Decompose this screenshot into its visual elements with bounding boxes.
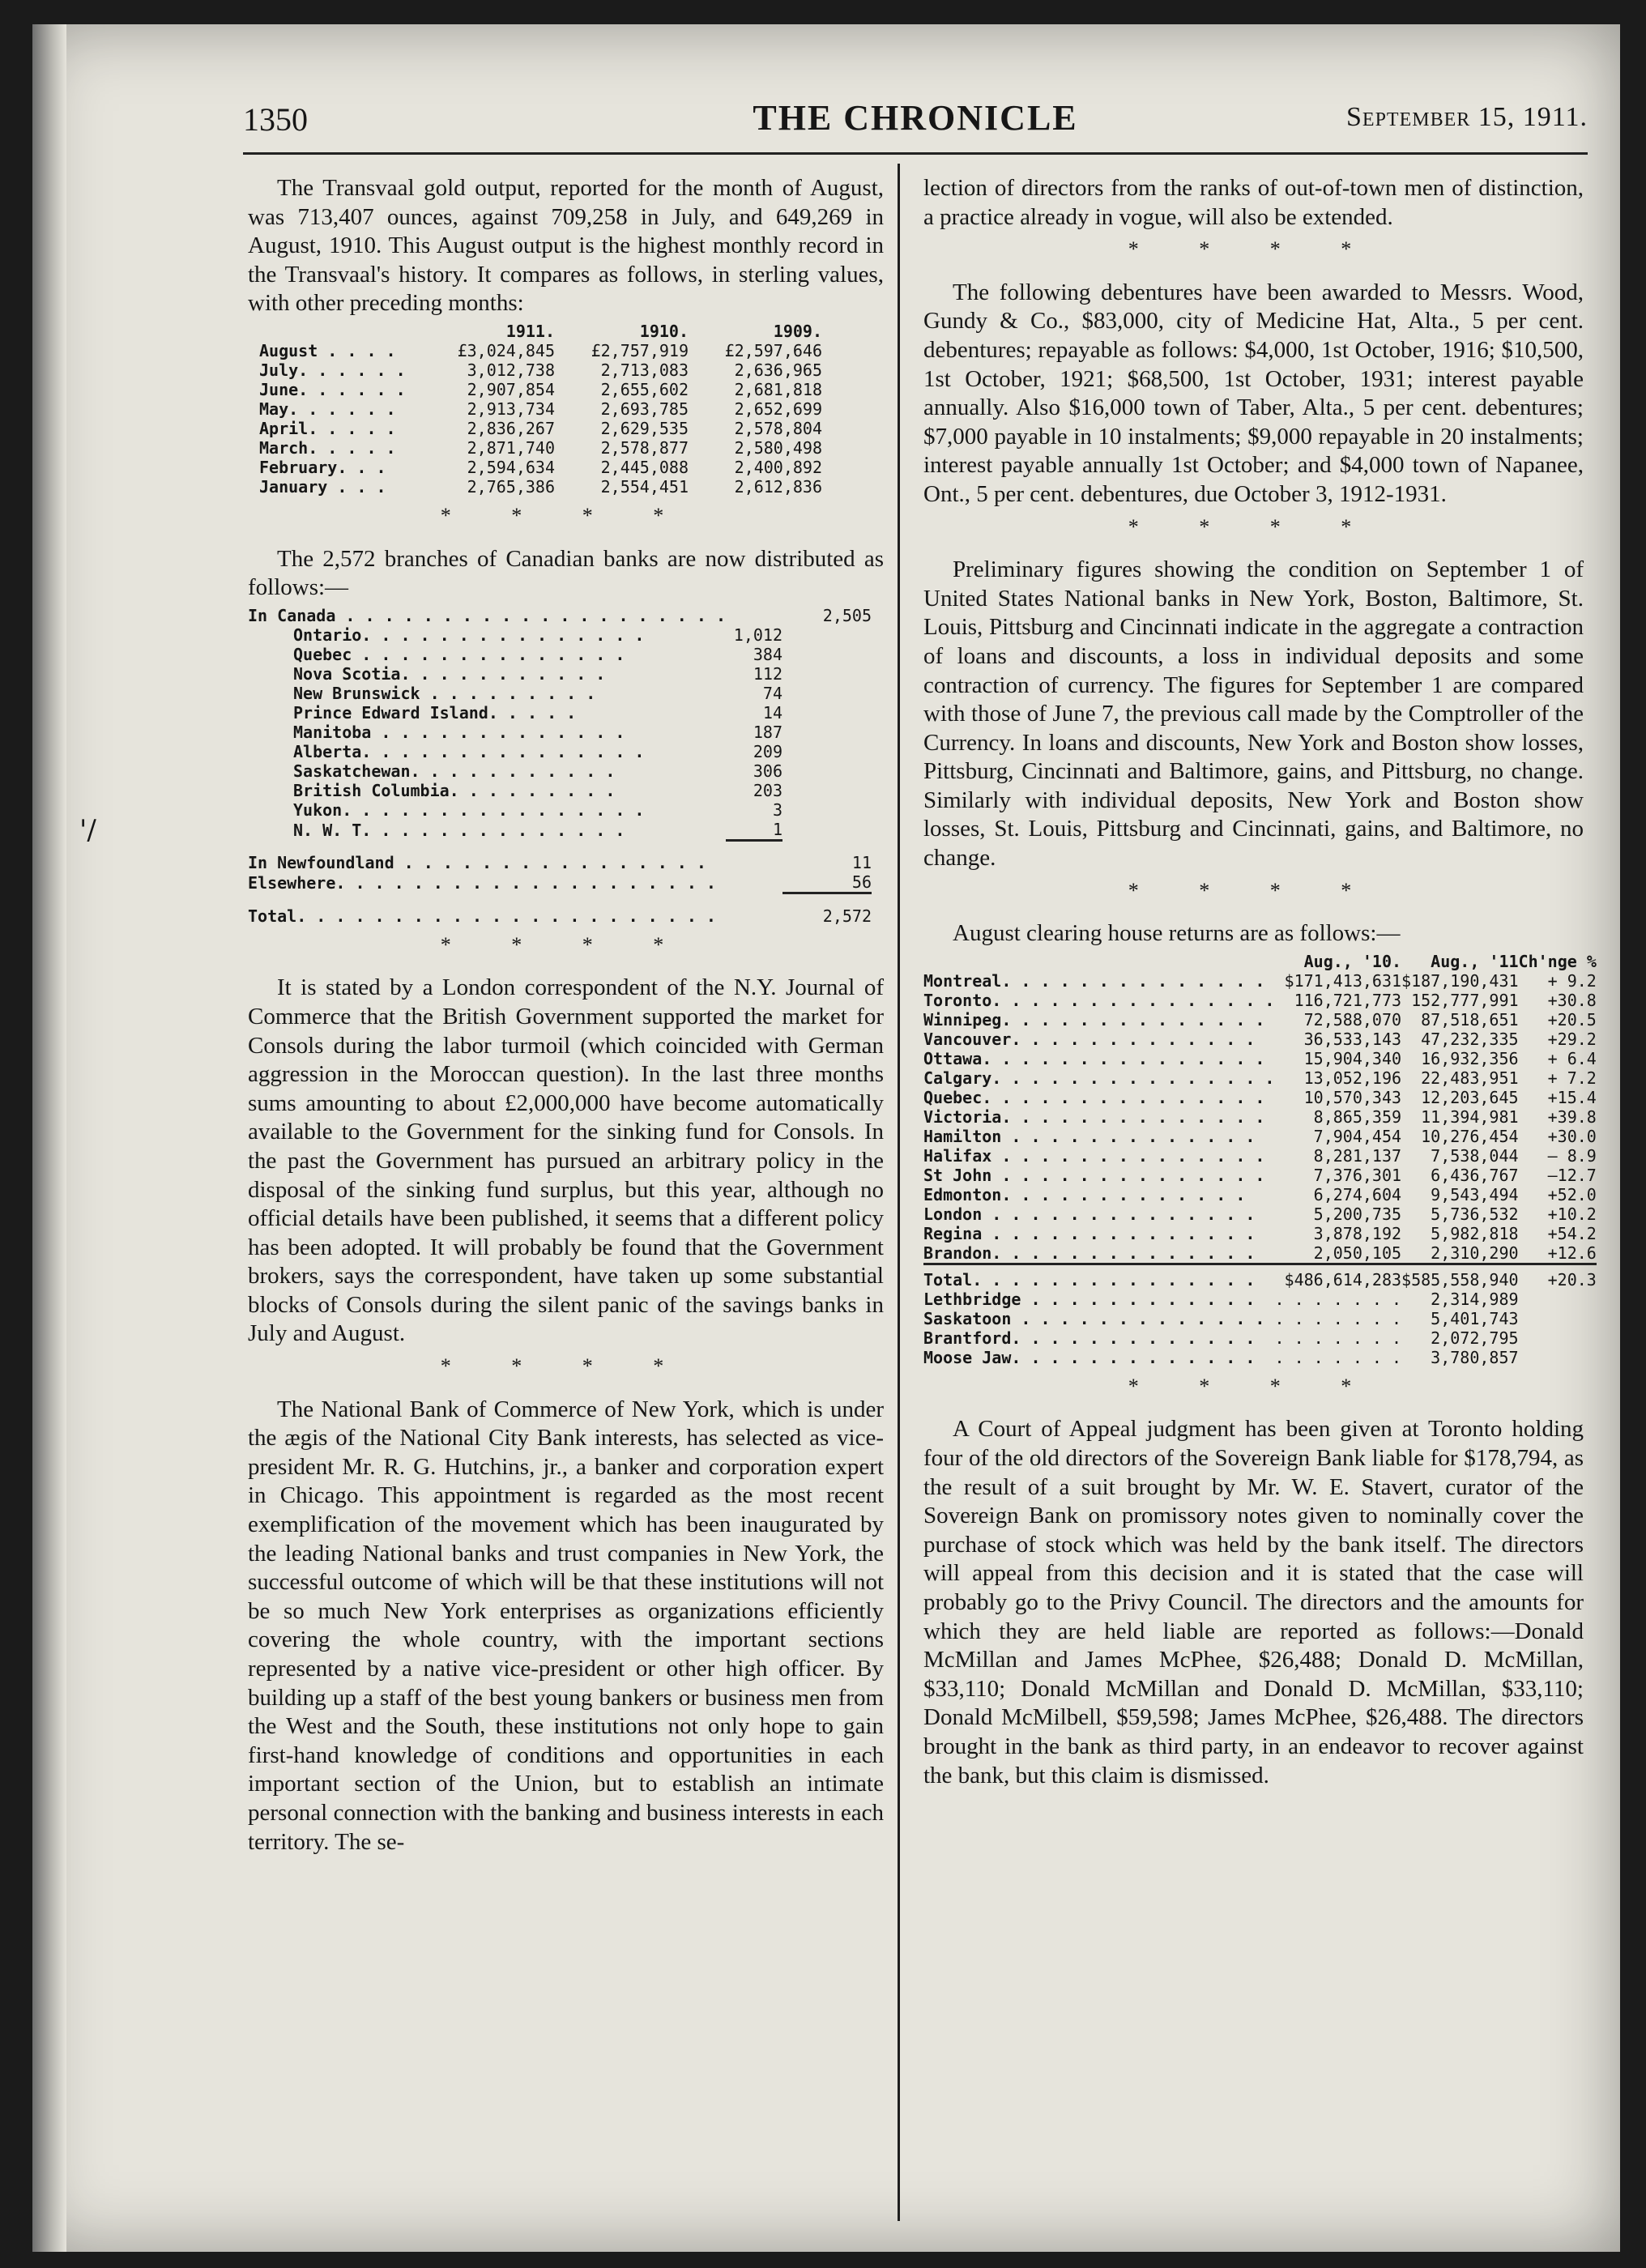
table-row xyxy=(248,800,872,820)
table-row xyxy=(923,1010,1597,1030)
city-label: London . . . . . . . . . . . . . . xyxy=(923,1204,1256,1224)
gold-value: 2,636,965 xyxy=(734,360,822,380)
province-count: 112 xyxy=(753,663,783,684)
table-row xyxy=(923,1224,1597,1243)
branches-total-label: Total. . . . . . . . . . . . . . . . . . . . . . xyxy=(248,906,716,926)
empty-cell xyxy=(782,684,872,703)
aug-1910-value: 116,721,773 xyxy=(1294,990,1402,1010)
table-row xyxy=(248,645,872,664)
aug-1911-value: 7,538,044 xyxy=(1431,1145,1519,1166)
aug-1910-value: 15,904,340 xyxy=(1303,1048,1402,1068)
province-label: Alberta. . . . . . . . . . . . . . . xyxy=(293,741,645,761)
change-percent: +30.8 xyxy=(1547,990,1597,1010)
column-header: Ch'nge % xyxy=(1518,951,1597,971)
table-row xyxy=(248,703,872,723)
gold-value: 2,913,734 xyxy=(467,399,555,419)
clearing-intro: August clearing house returns are as follows:— xyxy=(953,920,1401,947)
aug-1911-value: 5,401,743 xyxy=(1431,1308,1519,1328)
in-canada-label: In Canada . . . . . . . . . . . . . . . . . . . . xyxy=(248,605,727,625)
publication-title: THE CHRONICLE xyxy=(753,98,1078,138)
header-rule xyxy=(243,152,1588,155)
city-label: Vancouver. . . . . . . . . . . . . xyxy=(923,1029,1256,1049)
court-paragraph: A Court of Appeal judgment has been given at Toronto holding four of the old directors of the Sovereign Bank liable for $178,794, as the result of a suit brought by Mr. W. E. Stavert, curator of the Sovereign Bank on promissory notes given to nominally cover the purchase of stock which was held by the bank itself. The directors will appeal from this decision and it is stated that the case will probably go to the Privy Council. The directors and the amounts for which they are held liable are reported as follows:—Donald McMillan and James McPhee, $26,488; Donald D. McMillan, $33,110; Donald McMillan and Donald D. McMillan, $33,110; Donald McMilbell, $59,598; James McPhee, $26,488. The directors brought in the bank as third party, in an endeavor to recover against the bank, but this claim is dismissed. xyxy=(923,1416,1584,1788)
gold-value: 2,655,602 xyxy=(600,379,689,399)
gold-value: 3,012,738 xyxy=(467,360,555,380)
section-divider: * * * * xyxy=(440,503,692,527)
empty-cell xyxy=(782,703,872,723)
year-header: 1910. xyxy=(639,321,689,341)
left-column xyxy=(248,174,884,1857)
branches-table xyxy=(248,606,872,926)
city-label: Ottawa. . . . . . . . . . . . . . . xyxy=(923,1048,1265,1068)
city-label: Edmonton. . . . . . . . . . . . . xyxy=(923,1184,1246,1204)
empty-cell xyxy=(782,761,872,781)
table-row xyxy=(248,893,872,906)
city-label: Calgary. . . . . . . . . . . . . . . xyxy=(923,1068,1275,1088)
page-header xyxy=(243,94,1588,143)
table-row xyxy=(248,853,872,872)
empty-cell xyxy=(1519,1328,1597,1348)
empty-cell xyxy=(726,853,782,872)
aug-1910-value: 7,376,301 xyxy=(1313,1165,1402,1185)
province-label: Manitoba . . . . . . . . . . . . . xyxy=(293,722,625,742)
aug-1910-value: 6,274,604 xyxy=(1313,1184,1402,1204)
clearing-house-table xyxy=(923,952,1597,1367)
gold-output-table xyxy=(248,322,822,497)
province-label: Saskatchewan. . . . . . . . . . . xyxy=(293,761,616,781)
aug-1910-value: 3,878,192 xyxy=(1313,1223,1402,1243)
aug-1910-value: 2,050,105 xyxy=(1313,1243,1402,1263)
aug-1911-value: 6,436,767 xyxy=(1431,1165,1519,1185)
table-row xyxy=(248,906,872,926)
empty-cell xyxy=(726,872,782,893)
section-divider: * * * * xyxy=(440,932,692,957)
continuation-paragraph: lection of directors from the ranks of out-of-town men of distinction, a practice already in vogue, will also be extended. xyxy=(923,175,1584,230)
issue-date: September 15, 1911. xyxy=(1346,102,1588,132)
aug-1911-value: 11,394,981 xyxy=(1421,1106,1519,1127)
table-row xyxy=(248,761,872,781)
city-label: St John . . . . . . . . . . . . . . xyxy=(923,1165,1265,1185)
preliminary-paragraph: Preliminary figures showing the condition on September 1 of United States National banks in New York, Boston, Baltimore, St. Louis, Pittsburg and Cincinnati indicate in the aggregate a contraction of loans and discounts, a loss in individual deposits and some contraction of currency. The figures for September 1 are compared with those of June 7, the previous call made by the Comptroller of the Currency. In loans and discounts, New York and Boston show losses, Pittsburg, Cincinnati and Baltimore, gains, and Pittsburg, no change. Similarly with individual deposits, New York and Boston show losses, St. Louis, Pittsburg and Cincinnati, gains, and Baltimore, no change. xyxy=(923,556,1584,872)
right-column xyxy=(923,174,1597,1790)
gold-value: 2,594,634 xyxy=(467,457,555,477)
column-header: Aug., '10. xyxy=(1303,951,1402,971)
empty-cell xyxy=(1519,1309,1597,1328)
change-percent: +39.8 xyxy=(1547,1106,1597,1127)
gold-value: 2,580,498 xyxy=(734,437,822,458)
aug-1911-value: 16,932,356 xyxy=(1421,1048,1519,1068)
city-label: Regina . . . . . . . . . . . . . . xyxy=(923,1223,1256,1243)
margin-mark: '/ xyxy=(79,814,96,846)
province-count: 187 xyxy=(753,722,783,742)
change-percent: —12.7 xyxy=(1547,1165,1597,1185)
aug-1911-value: 47,232,335 xyxy=(1421,1029,1519,1049)
aug-1911-value: 12,203,645 xyxy=(1421,1087,1519,1107)
gold-value: 2,765,386 xyxy=(467,476,555,497)
column-header: Aug., '11 xyxy=(1431,951,1519,971)
aug-1911-value: 2,310,290 xyxy=(1431,1243,1519,1263)
empty-cell xyxy=(782,625,872,645)
aug-1910-value: 72,588,070 xyxy=(1303,1009,1402,1030)
table-row xyxy=(248,872,872,893)
transvaal-paragraph: The Transvaal gold output, reported for the month of August, was 713,407 ounces, against 709,258 in July, and 649,269 in August, 1910. This August output is the highest monthly record in the Transvaal's history. It compares as follows, in sterling values, with other preceding months: xyxy=(248,175,884,317)
province-label: Prince Edward Island. . . . . xyxy=(293,702,577,723)
month-label: March. . . . . xyxy=(259,437,396,458)
page-number: 1350 xyxy=(243,101,308,138)
city-label: Brandon. . . . . . . . . . . . . . xyxy=(923,1243,1256,1263)
table-row xyxy=(248,840,872,853)
empty-cell xyxy=(782,781,872,800)
table-row xyxy=(923,1185,1597,1204)
aug-1910-value: 10,570,343 xyxy=(1303,1087,1402,1107)
table-row xyxy=(248,625,872,645)
change-percent: +15.4 xyxy=(1547,1087,1597,1107)
table-row xyxy=(923,971,1597,991)
aug-1911-value: 5,982,818 xyxy=(1431,1223,1519,1243)
in-canada-total: 2,505 xyxy=(822,605,872,625)
empty-cell xyxy=(782,664,872,684)
total-1911: $585,558,940 xyxy=(1401,1269,1519,1290)
table-row xyxy=(923,1107,1597,1127)
change-percent: + 7.2 xyxy=(1547,1068,1597,1088)
table-row xyxy=(923,1146,1597,1166)
province-label: New Brunswick . . . . . . . . . xyxy=(293,683,596,703)
gold-value: £2,597,646 xyxy=(724,340,822,360)
change-percent: +30.0 xyxy=(1547,1126,1597,1146)
newfoundland-count: 11 xyxy=(851,853,872,873)
table-row xyxy=(923,1309,1597,1328)
city-label: Brantford. . . . . . . . . . . . . xyxy=(923,1328,1256,1348)
month-label: April. . . . . xyxy=(259,418,396,438)
year-header: 1909. xyxy=(773,321,822,341)
gold-value: 2,629,535 xyxy=(600,418,689,438)
change-percent: + 9.2 xyxy=(1547,970,1597,991)
aug-1910-value: $171,413,631 xyxy=(1284,970,1402,991)
total-change: +20.3 xyxy=(1547,1269,1597,1290)
section-divider: * * * * xyxy=(1128,237,1379,262)
table-row xyxy=(923,1088,1597,1107)
gold-value: 2,871,740 xyxy=(467,437,555,458)
city-label: Saskatoon . . . . . . . . . . . . . xyxy=(923,1308,1265,1328)
empty-cell xyxy=(782,800,872,820)
table-row xyxy=(248,664,872,684)
change-percent: + 6.4 xyxy=(1547,1048,1597,1068)
aug-1911-value: 22,483,951 xyxy=(1421,1068,1519,1088)
aug-1910-value: 7,904,454 xyxy=(1313,1126,1402,1146)
table-row xyxy=(923,1204,1597,1224)
province-count: 1 xyxy=(726,820,782,841)
national-bank-paragraph: The National Bank of Commerce of New York, which is under the ægis of the National City Bank interests, has selected as vice-president Mr. R. G. Hutchins, jr., a banker and corporation expert in Chicago. This appointment is regarded as the most recent exemplification of the movement which has been inaugurated by the leading National banks and trust companies in New York, the successful outcome of which will be that these institutions will not be so much New York enterprises as organizations efficiently covering the whole country, with the important sections represented by a native vice-president or other high officer. By building up a staff of the best young bankers or business men from the West and the South, these institutions not only hope to gain first-hand knowledge of conditions and opportunities in each important section of the Union, but to establish an intimate personal connection with the banking and business interests in each territory. The se- xyxy=(248,1396,884,1855)
consols-paragraph: It is stated by a London correspondent of the N.Y. Journal of Commerce that the British Government supported the market for Consols during the labor turmoil (which coincided with German aggression in the Moroccan question). In the last three months sums amounting to about £2,000,000 have become automatically available to the Government for the sinking fund for Consols. In the past the Government has pursued an arbitrary policy in the disposal of the sinking fund surplus, but this year, although no official details have been published, it seems that a different policy has been adopted. It will probably be found that the Government brokers, says the correspondent, have taken up some substantial blocks of Consols during the silent panic of the savings banks in July and August. xyxy=(248,974,884,1347)
aug-1911-value: 152,777,991 xyxy=(1411,990,1519,1010)
section-divider: * * * * xyxy=(440,1354,692,1379)
empty-cell xyxy=(782,723,872,742)
change-percent: +12.6 xyxy=(1547,1243,1597,1263)
month-label: February. . . xyxy=(259,457,386,477)
table-row xyxy=(248,742,872,761)
change-percent: +10.2 xyxy=(1547,1204,1597,1224)
binding-gutter xyxy=(32,24,66,2252)
table-row xyxy=(248,723,872,742)
table-row xyxy=(923,1290,1597,1309)
column-rule xyxy=(898,164,900,2221)
empty-cell xyxy=(782,820,872,841)
province-label: N. W. T. . . . . . . . . . . . . . xyxy=(293,820,625,840)
province-label: Nova Scotia. . . . . . . . . . . xyxy=(293,663,606,684)
newspaper-page xyxy=(32,24,1620,2252)
province-label: Quebec . . . . . . . . . . . . . . xyxy=(293,644,625,664)
table-row xyxy=(923,1068,1597,1088)
table-row xyxy=(248,606,872,625)
table-row xyxy=(248,684,872,703)
month-label: July. . . . . . xyxy=(259,360,406,380)
table-row xyxy=(248,360,822,380)
city-label: Hamilton . . . . . . . . . . . . . xyxy=(923,1126,1256,1146)
empty-cell xyxy=(1519,1348,1597,1367)
table-row xyxy=(248,380,822,399)
aug-1910-value: 8,865,359 xyxy=(1313,1106,1402,1127)
province-count: 384 xyxy=(753,644,783,664)
aug-1910-value: . . . . . . . xyxy=(1274,1328,1402,1348)
section-divider: * * * * xyxy=(1128,1374,1379,1398)
debentures-paragraph: The following debentures have been awarded to Messrs. Wood, Gundy & Co., $83,000, city of Medicine Hat, Alta., 5 per cent. debentures; repayable as follows: $4,000, 1st October, 1916; $10,500, 1st October, 1921; $68,500, 1st October, 1931; interest payable annually. Also $16,000 town of Taber, Alta., 5 per cent. debentures; $7,000 payable in 10 instalments; $9,000 repayable in 20 instalments; interest payable annually 1st October; and $4,000 town of Napanee, Ont., 5 per cent. debentures, due October 3, 1912-1931. xyxy=(923,279,1584,507)
change-percent: +29.2 xyxy=(1547,1029,1597,1049)
table-row xyxy=(923,1243,1597,1264)
section-divider: * * * * xyxy=(1128,878,1379,902)
month-label: January . . . xyxy=(259,476,386,497)
gold-value: 2,836,267 xyxy=(467,418,555,438)
table-row xyxy=(923,1030,1597,1049)
branches-total: 2,572 xyxy=(822,906,872,926)
table-row xyxy=(248,820,872,841)
province-count: 14 xyxy=(762,702,783,723)
aug-1910-value: . . . . . . . xyxy=(1274,1347,1402,1367)
aug-1910-value: . . . . . . . xyxy=(1274,1308,1402,1328)
year-header: 1911. xyxy=(505,321,555,341)
aug-1911-value: 5,736,532 xyxy=(1431,1204,1519,1224)
aug-1910-value: 5,200,735 xyxy=(1313,1204,1402,1224)
table-row xyxy=(248,781,872,800)
aug-1910-value: . . . . . . . xyxy=(1274,1289,1402,1309)
table-row xyxy=(923,1328,1597,1348)
city-label: Toronto. . . . . . . . . . . . . . . xyxy=(923,990,1275,1010)
branches-paragraph: The 2,572 branches of Canadian banks are now distributed as follows:— xyxy=(248,545,884,601)
table-row xyxy=(923,1127,1597,1146)
aug-1911-value: 3,780,857 xyxy=(1431,1347,1519,1367)
gold-value: 2,400,892 xyxy=(734,457,822,477)
month-label: June. . . . . . xyxy=(259,379,406,399)
province-count: 306 xyxy=(753,761,783,781)
province-label: Ontario. . . . . . . . . . . . . . . xyxy=(293,625,645,645)
gold-value: 2,693,785 xyxy=(600,399,689,419)
province-count: 74 xyxy=(762,683,783,703)
city-label: Quebec. . . . . . . . . . . . . . . xyxy=(923,1087,1265,1107)
total-1910: $486,614,283 xyxy=(1284,1269,1402,1290)
aug-1911-value: 10,276,454 xyxy=(1421,1126,1519,1146)
aug-1910-value: 36,533,143 xyxy=(1303,1029,1402,1049)
table-row xyxy=(248,438,822,458)
empty-cell xyxy=(782,645,872,664)
gold-value: 2,578,877 xyxy=(600,437,689,458)
table-row xyxy=(248,341,822,360)
table-row xyxy=(923,1049,1597,1068)
aug-1910-value: 13,052,196 xyxy=(1303,1068,1402,1088)
table-row xyxy=(923,1166,1597,1185)
elsewhere-count: 56 xyxy=(782,872,872,893)
city-label: Winnipeg. . . . . . . . . . . . . . xyxy=(923,1009,1265,1030)
empty-cell xyxy=(1519,1290,1597,1309)
gold-value: 2,578,804 xyxy=(734,418,822,438)
gold-value: £2,757,919 xyxy=(591,340,689,360)
gold-value: 2,445,088 xyxy=(600,457,689,477)
province-label: Yukon. . . . . . . . . . . . . . . . xyxy=(293,799,645,820)
city-label: Victoria. . . . . . . . . . . . . . xyxy=(923,1106,1265,1127)
aug-1911-value: 87,518,651 xyxy=(1421,1009,1519,1030)
month-label: August . . . . xyxy=(259,340,396,360)
aug-1911-value: $187,190,431 xyxy=(1401,970,1519,991)
city-label: Montreal. . . . . . . . . . . . . . xyxy=(923,970,1265,991)
city-label: Lethbridge . . . . . . . . . . . . xyxy=(923,1289,1256,1309)
gold-value: 2,554,451 xyxy=(600,476,689,497)
gold-value: 2,612,836 xyxy=(734,476,822,497)
change-percent: +20.5 xyxy=(1547,1009,1597,1030)
aug-1910-value: 8,281,137 xyxy=(1313,1145,1402,1166)
clearing-table-header xyxy=(923,952,1597,971)
total-label: Total. . . . . . . . . . . . . . . xyxy=(923,1269,1256,1290)
aug-1911-value: 9,543,494 xyxy=(1431,1184,1519,1204)
province-count: 3 xyxy=(772,799,783,820)
empty-cell xyxy=(782,742,872,761)
elsewhere-label: Elsewhere. . . . . . . . . . . . . . . . . . . . xyxy=(248,873,716,893)
newfoundland-label: In Newfoundland . . . . . . . . . . . . . . . . xyxy=(248,853,706,873)
section-divider: * * * * xyxy=(1128,514,1379,539)
gold-value: 2,681,818 xyxy=(734,379,822,399)
change-percent: — 8.9 xyxy=(1547,1145,1597,1166)
province-count: 1,012 xyxy=(733,625,783,645)
table-row xyxy=(248,477,822,497)
table-row xyxy=(923,1348,1597,1367)
table-row xyxy=(248,419,822,438)
aug-1911-value: 2,314,989 xyxy=(1431,1289,1519,1309)
table-row xyxy=(248,399,822,419)
table-row xyxy=(248,458,822,477)
change-percent: +54.2 xyxy=(1547,1223,1597,1243)
gold-table-header xyxy=(248,322,822,341)
table-row xyxy=(923,991,1597,1010)
city-label: Halifax . . . . . . . . . . . . . . xyxy=(923,1145,1265,1166)
change-percent: +52.0 xyxy=(1547,1184,1597,1204)
province-count: 209 xyxy=(753,741,783,761)
table-row xyxy=(923,1270,1597,1290)
gold-value: 2,652,699 xyxy=(734,399,822,419)
empty-cell xyxy=(726,906,782,926)
gold-value: £3,024,845 xyxy=(457,340,555,360)
table-row xyxy=(923,1264,1597,1270)
aug-1911-value: 2,072,795 xyxy=(1431,1328,1519,1348)
province-label: British Columbia. . . . . . . . . xyxy=(293,780,616,800)
city-label: Moose Jaw. . . . . . . . . . . . . xyxy=(923,1347,1256,1367)
gold-value: 2,907,854 xyxy=(467,379,555,399)
gold-value: 2,713,083 xyxy=(600,360,689,380)
month-label: May. . . . . . xyxy=(259,399,396,419)
province-count: 203 xyxy=(753,780,783,800)
